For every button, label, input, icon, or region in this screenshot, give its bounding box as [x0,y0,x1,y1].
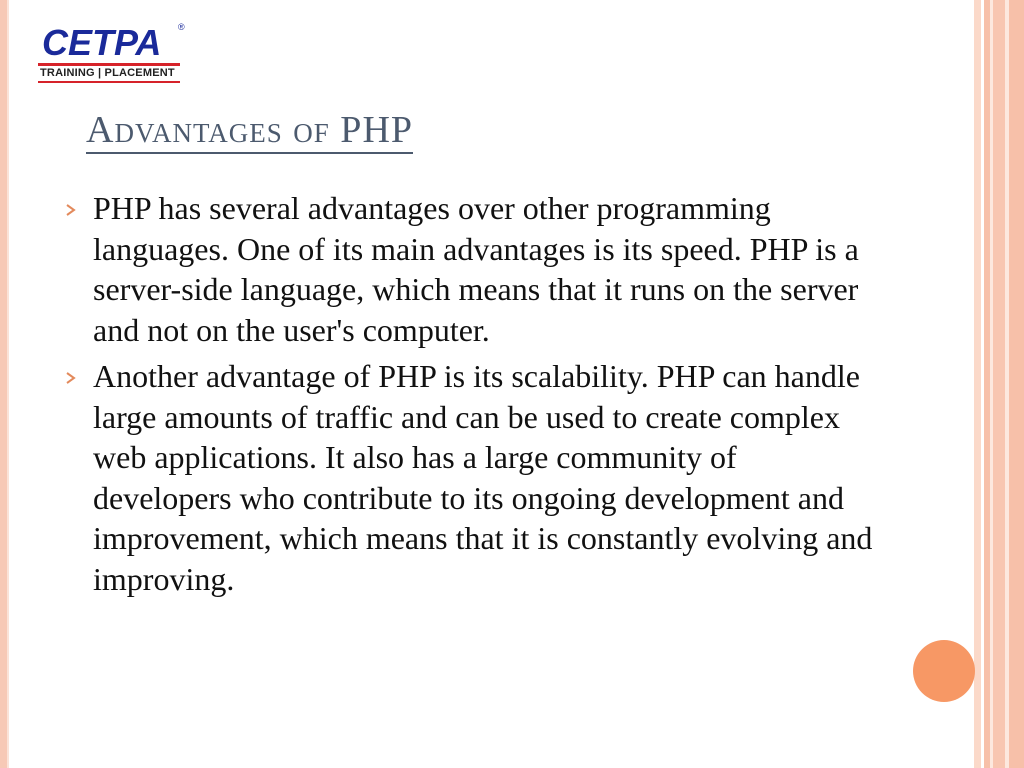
circle-icon [913,640,975,702]
stripe [993,0,1005,768]
stripe [1009,0,1024,768]
bullet-item [60,188,880,350]
cetpa-logo [38,22,186,84]
left-border [0,0,7,768]
left-border-inner [7,0,9,768]
chevron-right-icon [64,371,78,385]
bullet-list [60,188,880,605]
chevron-right-icon [64,203,78,217]
bullet-item [60,356,880,599]
slide-title: Advantages of PHP [86,108,413,154]
bullet-text: Another advantage of PHP is its scalability. PHP can handle large amounts of traffic and can be used to create complex web applications. It also has a large community of developers who contribute to its ongoing development and improvement, which means that it is constantly evolving and improving. [93,358,873,597]
bullet-text: PHP has several advantages over other programming languages. One of its main advantages is its speed. PHP is a server-side language, which means that it runs on the server and not on the user's computer. [93,190,859,348]
right-border-stripes [974,0,1024,768]
stripe [974,0,981,768]
logo-tagline-underline [38,81,180,83]
registered-mark: ® [178,22,185,32]
logo-tagline: TRAINING | PLACEMENT [40,67,175,79]
logo-wordmark: CETPA [42,22,162,63]
